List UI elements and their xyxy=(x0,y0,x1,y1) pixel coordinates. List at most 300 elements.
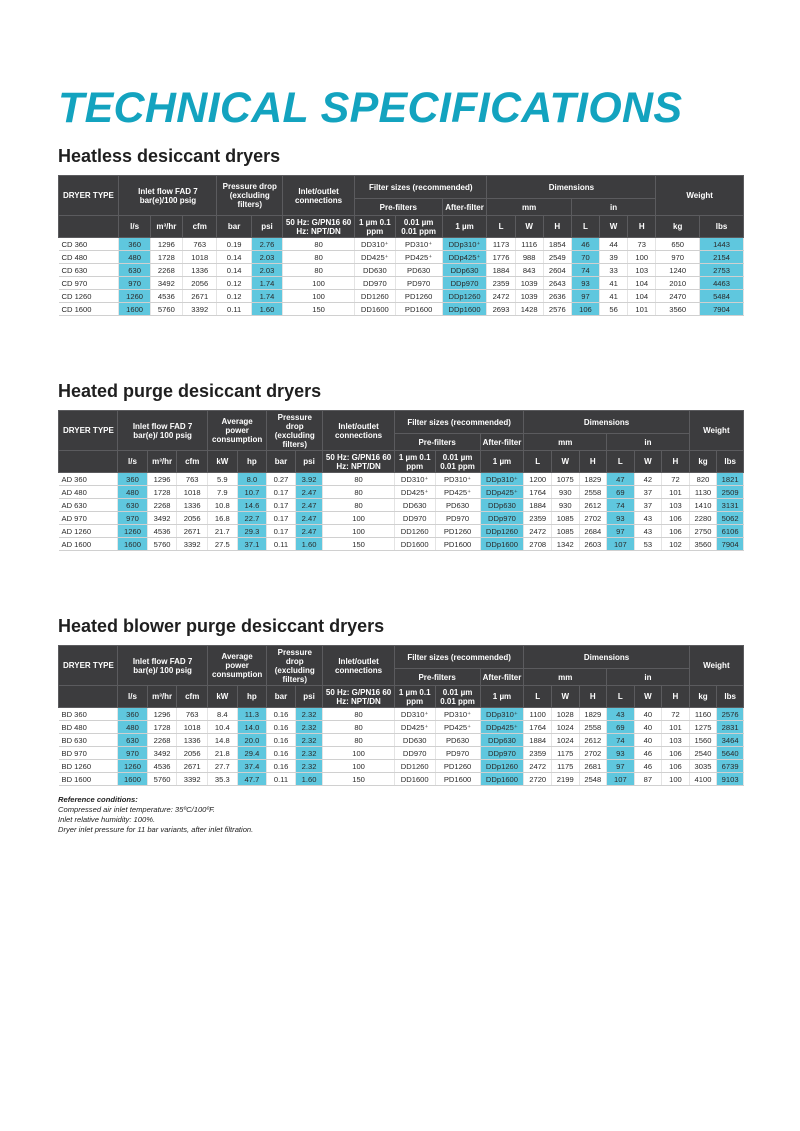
table-cell: PD1260 xyxy=(435,525,480,538)
table-cell: 1336 xyxy=(177,499,208,512)
table-cell: 22.7 xyxy=(237,512,267,525)
table-cell: 4463 xyxy=(700,277,744,290)
table-cell: 100 xyxy=(662,773,690,786)
table-cell: 21.7 xyxy=(208,525,238,538)
table-row xyxy=(59,760,744,773)
table-cell: 87 xyxy=(634,773,662,786)
table-cell: 3560 xyxy=(689,538,717,551)
table-cell: 0.11 xyxy=(217,303,251,316)
table-cell: 1728 xyxy=(147,721,177,734)
table-cell: PD1600 xyxy=(435,773,480,786)
unit-header: 1 µm 0.1 ppm xyxy=(394,686,435,708)
unit-header: l/s xyxy=(118,451,148,473)
table-cell: 1024 xyxy=(551,721,579,734)
table-cell: 106 xyxy=(662,747,690,760)
table-cell: 0.27 xyxy=(267,473,296,486)
table-cell: DD310⁺ xyxy=(394,708,435,721)
table-cell: 44 xyxy=(600,238,628,251)
table-cell: DD425⁺ xyxy=(394,721,435,734)
col-pressure-drop: Pressure drop (excluding filters) xyxy=(267,646,323,686)
col-pre-filters: Pre-filters xyxy=(355,199,443,216)
table-cell: 4536 xyxy=(147,525,177,538)
table-cell: 1829 xyxy=(579,473,607,486)
table-cell: 2268 xyxy=(147,734,177,747)
table-cell: 100 xyxy=(323,525,394,538)
table-cell: 4100 xyxy=(689,773,717,786)
table-cell: 1296 xyxy=(147,473,177,486)
dryer-type-cell: BD 1260 xyxy=(59,760,118,773)
unit-header: cfm xyxy=(177,686,208,708)
table-cell: 820 xyxy=(689,473,717,486)
table-cell: 2.47 xyxy=(295,486,323,499)
table-cell: 5640 xyxy=(717,747,744,760)
table-cell: 1.74 xyxy=(251,290,282,303)
unit-header: l/s xyxy=(119,216,150,238)
table-cell: PD970 xyxy=(435,747,480,760)
table-cell: 930 xyxy=(551,499,579,512)
table-cell: 40 xyxy=(634,734,662,747)
table-cell: 2702 xyxy=(579,512,607,525)
table-body xyxy=(59,238,744,316)
col-power: Average power consumption xyxy=(208,411,267,451)
table-cell: 1560 xyxy=(689,734,717,747)
table-cell: 3035 xyxy=(689,760,717,773)
table-cell: 630 xyxy=(119,264,150,277)
unit-header: H xyxy=(628,216,656,238)
table-cell: 69 xyxy=(607,486,635,499)
unit-header: L xyxy=(571,216,599,238)
table-cell: 1018 xyxy=(177,721,208,734)
table-cell: 2359 xyxy=(487,277,515,290)
table-cell: PD310⁺ xyxy=(435,473,480,486)
table-cell: 43 xyxy=(607,708,635,721)
table-cell: DDp970 xyxy=(480,512,524,525)
table-cell: 763 xyxy=(183,238,217,251)
unit-header: W xyxy=(634,686,662,708)
table-cell: 4536 xyxy=(150,290,182,303)
table-cell: 97 xyxy=(607,760,635,773)
col-filter-sizes: Filter sizes (recommended) xyxy=(394,646,524,669)
reference-line: Inlet relative humidity: 100%. xyxy=(58,815,156,824)
table-cell: DD630 xyxy=(355,264,396,277)
unit-header: H xyxy=(579,686,607,708)
table-cell: DD630 xyxy=(394,734,435,747)
table-cell: 107 xyxy=(607,773,635,786)
table-cell: 0.17 xyxy=(267,486,296,499)
spec-table-heatless xyxy=(58,175,744,316)
table-cell: 42 xyxy=(634,473,662,486)
table-cell: 80 xyxy=(323,499,394,512)
table-cell: DDp310⁺ xyxy=(480,708,524,721)
table-cell: DD630 xyxy=(394,499,435,512)
unit-spacer xyxy=(59,216,119,238)
spec-table-heated-purge xyxy=(58,410,744,551)
table-cell: 46 xyxy=(634,760,662,773)
col-inlet-flow: Inlet flow FAD 7 bar(e)/100 psig xyxy=(119,176,217,216)
col-pre-filters: Pre-filters xyxy=(394,669,480,686)
table-cell: 80 xyxy=(323,486,394,499)
table-cell: 1764 xyxy=(524,721,552,734)
unit-header: 1 µm xyxy=(480,451,524,473)
table-cell: 100 xyxy=(323,512,394,525)
table-row xyxy=(59,303,744,316)
col-connections: Inlet/outlet connections xyxy=(323,411,394,451)
table-cell: 2576 xyxy=(543,303,571,316)
table-cell: 2604 xyxy=(543,264,571,277)
table-cell: 1039 xyxy=(515,290,543,303)
unit-header: cfm xyxy=(183,216,217,238)
table-cell: 1.60 xyxy=(295,773,323,786)
unit-header: 0.01 µm 0.01 ppm xyxy=(435,686,480,708)
unit-spacer xyxy=(59,451,118,473)
table-cell: 2154 xyxy=(700,251,744,264)
unit-header: bar xyxy=(267,451,296,473)
table-row xyxy=(59,721,744,734)
table-cell: 1085 xyxy=(551,525,579,538)
unit-header: 0.01 µm 0.01 ppm xyxy=(435,451,480,473)
table-row xyxy=(59,773,744,786)
table-cell: 2.32 xyxy=(295,708,323,721)
unit-header: L xyxy=(607,686,635,708)
table-cell: PD1260 xyxy=(395,290,442,303)
table-cell: 39 xyxy=(600,251,628,264)
table-cell: 3560 xyxy=(656,303,700,316)
table-cell: 93 xyxy=(607,747,635,760)
table-cell: 37.4 xyxy=(237,760,267,773)
table-cell: 2612 xyxy=(579,734,607,747)
col-weight: Weight xyxy=(689,646,743,686)
table-cell: 6106 xyxy=(717,525,744,538)
table-cell: 103 xyxy=(662,734,690,747)
table-cell: DDp1260 xyxy=(442,290,487,303)
table-row xyxy=(59,277,744,290)
unit-header: cfm xyxy=(177,451,208,473)
table-cell: 80 xyxy=(283,264,355,277)
table-cell: 1175 xyxy=(551,760,579,773)
table-cell: 2056 xyxy=(177,512,208,525)
table-row xyxy=(59,512,744,525)
table-cell: 100 xyxy=(283,277,355,290)
table-cell: 1173 xyxy=(487,238,515,251)
table-cell: 1018 xyxy=(177,486,208,499)
table-cell: DD1260 xyxy=(355,290,396,303)
table-cell: PD1600 xyxy=(395,303,442,316)
table-cell: 1240 xyxy=(656,264,700,277)
table-cell: 80 xyxy=(323,721,394,734)
dryer-type-cell: CD 970 xyxy=(59,277,119,290)
table-cell: 1.60 xyxy=(251,303,282,316)
table-cell: PD425⁺ xyxy=(435,486,480,499)
table-cell: 5.9 xyxy=(208,473,238,486)
table-cell: DD425⁺ xyxy=(355,251,396,264)
table-cell: 102 xyxy=(662,538,690,551)
table-cell: 37 xyxy=(634,499,662,512)
table-cell: 1175 xyxy=(551,747,579,760)
table-cell: 21.8 xyxy=(208,747,238,760)
table-cell: 1116 xyxy=(515,238,543,251)
table-cell: DDp425⁺ xyxy=(480,486,524,499)
table-row xyxy=(59,499,744,512)
table-cell: 72 xyxy=(662,708,690,721)
table-cell: 0.16 xyxy=(267,734,296,747)
table-cell: 150 xyxy=(323,773,394,786)
table-cell: DD310⁺ xyxy=(394,473,435,486)
table-cell: 7904 xyxy=(717,538,744,551)
table-cell: 1018 xyxy=(183,251,217,264)
table-cell: 80 xyxy=(283,238,355,251)
table-cell: 480 xyxy=(118,486,148,499)
table-cell: DDp1600 xyxy=(480,538,524,551)
table-cell: 93 xyxy=(607,512,635,525)
table-cell: 1336 xyxy=(177,734,208,747)
col-in: in xyxy=(571,199,655,216)
col-dryer-type: DRYER TYPE xyxy=(59,646,118,686)
col-pressure-drop: Pressure drop (excluding filters) xyxy=(217,176,283,216)
table-cell: 2359 xyxy=(524,747,552,760)
unit-header: L xyxy=(524,686,552,708)
unit-header: kg xyxy=(689,451,717,473)
table-cell: DD1260 xyxy=(394,525,435,538)
col-pressure-drop: Pressure drop (excluding filters) xyxy=(267,411,323,451)
table-cell: 97 xyxy=(571,290,599,303)
table-cell: 2549 xyxy=(543,251,571,264)
table-cell: 35.3 xyxy=(208,773,238,786)
table-cell: 1028 xyxy=(551,708,579,721)
table-cell: 2603 xyxy=(579,538,607,551)
col-in: in xyxy=(607,434,690,451)
table-cell: 1884 xyxy=(524,499,552,512)
table-cell: 103 xyxy=(628,264,656,277)
table-cell: 1296 xyxy=(150,238,182,251)
table-cell: 5760 xyxy=(147,773,177,786)
table-cell: 360 xyxy=(118,708,148,721)
table-cell: 2.03 xyxy=(251,264,282,277)
table-cell: 100 xyxy=(323,747,394,760)
table-cell: 80 xyxy=(323,708,394,721)
table-cell: 2472 xyxy=(524,760,552,773)
table-cell: 2636 xyxy=(543,290,571,303)
table-cell: 1130 xyxy=(689,486,717,499)
table-cell: 1764 xyxy=(524,486,552,499)
table-cell: 480 xyxy=(118,721,148,734)
unit-header: kg xyxy=(689,686,717,708)
table-cell: 3.92 xyxy=(295,473,323,486)
table-cell: 1600 xyxy=(118,538,148,551)
unit-header: H xyxy=(543,216,571,238)
table-cell: 2.32 xyxy=(295,747,323,760)
unit-header: W xyxy=(634,451,662,473)
table-cell: 80 xyxy=(283,251,355,264)
col-connections: Inlet/outlet connections xyxy=(283,176,355,216)
table-cell: DDp1260 xyxy=(480,760,524,773)
dryer-type-cell: CD 1600 xyxy=(59,303,119,316)
table-cell: DDp1600 xyxy=(480,773,524,786)
table-cell: DDp630 xyxy=(442,264,487,277)
table-cell: 72 xyxy=(662,473,690,486)
table-cell: 74 xyxy=(607,499,635,512)
table-cell: 2831 xyxy=(717,721,744,734)
table-cell: 2.76 xyxy=(251,238,282,251)
table-cell: 0.19 xyxy=(217,238,251,251)
table-cell: 14.8 xyxy=(208,734,238,747)
table-cell: 0.12 xyxy=(217,277,251,290)
col-after-filter: After-filter xyxy=(442,199,487,216)
table-cell: 630 xyxy=(118,499,148,512)
table-cell: 43 xyxy=(634,512,662,525)
table-cell: 2558 xyxy=(579,486,607,499)
unit-header: kW xyxy=(208,686,238,708)
table-cell: 970 xyxy=(656,251,700,264)
col-weight: Weight xyxy=(689,411,743,451)
table-cell: 1200 xyxy=(524,473,552,486)
table-body xyxy=(59,473,744,551)
table-cell: PD1600 xyxy=(435,538,480,551)
table-cell: PD1260 xyxy=(435,760,480,773)
table-cell: 0.14 xyxy=(217,251,251,264)
table-cell: 1260 xyxy=(118,525,148,538)
table-cell: 1600 xyxy=(119,303,150,316)
table-cell: 2750 xyxy=(689,525,717,538)
table-row xyxy=(59,525,744,538)
table-cell: 106 xyxy=(662,760,690,773)
table-cell: 5760 xyxy=(150,303,182,316)
table-cell: DD970 xyxy=(394,512,435,525)
table-cell: 150 xyxy=(283,303,355,316)
table-cell: 70 xyxy=(571,251,599,264)
table-cell: 47.7 xyxy=(237,773,267,786)
unit-header: 1 µm xyxy=(442,216,487,238)
table-cell: DDp970 xyxy=(442,277,487,290)
table-cell: 2472 xyxy=(487,290,515,303)
table-body xyxy=(59,708,744,786)
table-cell: 2.32 xyxy=(295,760,323,773)
table-cell: 3464 xyxy=(717,734,744,747)
table-cell: 47 xyxy=(607,473,635,486)
col-dryer-type: DRYER TYPE xyxy=(59,411,118,451)
table-cell: 107 xyxy=(607,538,635,551)
unit-header: 0.01 µm 0.01 ppm xyxy=(395,216,442,238)
dryer-type-cell: BD 480 xyxy=(59,721,118,734)
table-cell: 0.17 xyxy=(267,499,296,512)
table-cell: 29.3 xyxy=(237,525,267,538)
table-cell: 2753 xyxy=(700,264,744,277)
table-cell: 1854 xyxy=(543,238,571,251)
table-cell: 93 xyxy=(571,277,599,290)
table-cell: 360 xyxy=(119,238,150,251)
table-cell: PD970 xyxy=(435,512,480,525)
dryer-type-cell: AD 630 xyxy=(59,499,118,512)
table-cell: PD970 xyxy=(395,277,442,290)
table-cell: 3392 xyxy=(177,538,208,551)
table-cell: 2268 xyxy=(150,264,182,277)
table-cell: 74 xyxy=(607,734,635,747)
table-cell: 2472 xyxy=(524,525,552,538)
col-weight: Weight xyxy=(656,176,744,216)
table-cell: 5484 xyxy=(700,290,744,303)
table-cell: 101 xyxy=(662,486,690,499)
table-cell: 100 xyxy=(323,760,394,773)
table-cell: 480 xyxy=(119,251,150,264)
table-cell: 104 xyxy=(628,290,656,303)
table-cell: 1160 xyxy=(689,708,717,721)
col-mm: mm xyxy=(524,669,607,686)
table-cell: 69 xyxy=(607,721,635,734)
table-cell: 4536 xyxy=(147,760,177,773)
table-cell: DDp1260 xyxy=(480,525,524,538)
table-cell: 970 xyxy=(118,747,148,760)
table-cell: DD1600 xyxy=(394,773,435,786)
table-cell: 56 xyxy=(600,303,628,316)
table-cell: 2.47 xyxy=(295,525,323,538)
unit-header: 50 Hz: G/PN16 60 Hz: NPT/DN xyxy=(283,216,355,238)
table-cell: 37 xyxy=(634,486,662,499)
unit-header: lbs xyxy=(717,686,744,708)
table-cell: 27.5 xyxy=(208,538,238,551)
table-row xyxy=(59,747,744,760)
unit-header: psi xyxy=(295,451,323,473)
table-cell: PD630 xyxy=(395,264,442,277)
table-cell: 1100 xyxy=(524,708,552,721)
table-cell: 2671 xyxy=(177,760,208,773)
section-heatless xyxy=(58,145,744,316)
table-cell: 1296 xyxy=(147,708,177,721)
unit-header: W xyxy=(600,216,628,238)
table-cell: 1728 xyxy=(147,486,177,499)
table-cell: 1.60 xyxy=(295,538,323,551)
table-cell: 3392 xyxy=(183,303,217,316)
table-cell: 2671 xyxy=(177,525,208,538)
dryer-type-cell: CD 630 xyxy=(59,264,119,277)
table-cell: 0.16 xyxy=(267,708,296,721)
col-after-filter: After-filter xyxy=(480,434,524,451)
table-cell: 0.17 xyxy=(267,512,296,525)
table-cell: 100 xyxy=(628,251,656,264)
unit-header: 1 µm 0.1 ppm xyxy=(355,216,396,238)
table-cell: 27.7 xyxy=(208,760,238,773)
table-row xyxy=(59,708,744,721)
table-cell: 40 xyxy=(634,708,662,721)
table-cell: 16.8 xyxy=(208,512,238,525)
table-cell: 2509 xyxy=(717,486,744,499)
table-cell: 2010 xyxy=(656,277,700,290)
table-cell: 0.16 xyxy=(267,721,296,734)
table-cell: 3492 xyxy=(147,512,177,525)
reference-line: Compressed air inlet temperature: 35ºC/100ºF. xyxy=(58,805,215,814)
table-cell: 1260 xyxy=(119,290,150,303)
table-cell: 46 xyxy=(571,238,599,251)
reference-title: Reference conditions: xyxy=(58,795,138,804)
table-cell: 2558 xyxy=(579,721,607,734)
table-cell: 150 xyxy=(323,538,394,551)
dryer-type-cell: AD 1600 xyxy=(59,538,118,551)
unit-header: hp xyxy=(237,451,267,473)
table-cell: 74 xyxy=(571,264,599,277)
col-dimensions: Dimensions xyxy=(524,646,689,669)
section-heated-purge xyxy=(58,380,744,551)
unit-header: H xyxy=(579,451,607,473)
table-cell: 3492 xyxy=(147,747,177,760)
table-cell: DD310⁺ xyxy=(355,238,396,251)
table-cell: 630 xyxy=(118,734,148,747)
table-cell: DD425⁺ xyxy=(394,486,435,499)
dryer-type-cell: BD 970 xyxy=(59,747,118,760)
unit-header: 50 Hz: G/PN16 60 Hz: NPT/DN xyxy=(323,451,394,473)
col-mm: mm xyxy=(524,434,607,451)
table-cell: 2612 xyxy=(579,499,607,512)
dryer-type-cell: CD 1260 xyxy=(59,290,119,303)
table-cell: DD970 xyxy=(394,747,435,760)
dryer-type-cell: AD 970 xyxy=(59,512,118,525)
